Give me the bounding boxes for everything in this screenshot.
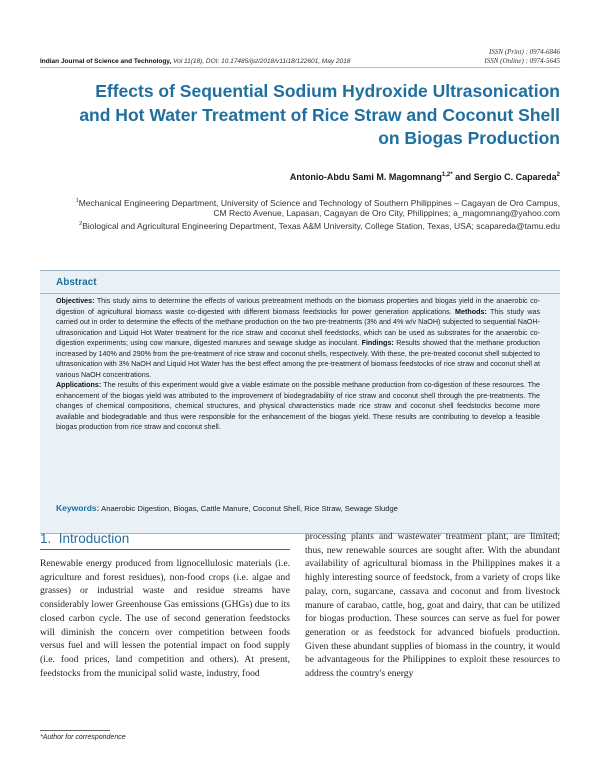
intro-column-right [305, 530, 560, 681]
correspondence-footnote: *Author for correspondence [40, 734, 126, 741]
intro-column-left [40, 557, 290, 680]
author-conjunction: and [452, 172, 474, 182]
journal-name: Indian Journal of Science and Technology, [40, 58, 172, 65]
applications-text: The results of this experiment would give a viable estimate on the possible methane production from co-digestion of these resources. The enhancement of the biogas yield was attributed to the improvement of biodegradability of rice straw and coconut shell through the pre-treatments. The changes of chemical compositions, chemical structures, and physical characteristics made rice straw and coconut shell feedstocks become more available and biodegradable and thus were responsible for the enhancement of the biogas yield. These results are contributing to develop a feasible biogas production from rice straw and coconut shell. [56, 381, 540, 431]
affiliation-2-text: Biological and Agricultural Engineering Department, Texas A&M University, College Station, Texas, USA; scapareda@tamu.edu [82, 220, 560, 231]
keywords-label: Keywords: [56, 503, 100, 513]
header-divider [40, 67, 560, 68]
affiliations [70, 196, 560, 231]
affiliation-2-sup: 2 [79, 221, 83, 228]
author-1: Antonio-Abdu Sami M. Magomnang [289, 172, 442, 182]
author-1-sup: 1,2* [441, 172, 453, 178]
affiliation-1 [70, 196, 560, 219]
journal-details: Vol 11(18), DOI: 10.17485/ijst/2018/v11i18/122601, May 2018 [173, 58, 351, 65]
abstract-body [56, 296, 540, 433]
methods-text: This study was carried out in order to determine the effects of the methane production on the two pre-treatments (3% and 4% w/v NaOH) subjected to sequential NaOH-ultrasonication and Liquid Hot Water treatment for the rice straw and coconut shell feedstocks, which can be used as substrates for the anaerobic co-digestion experiments; using cow manure, digested manures and sewage sludge as inoculant. [56, 307, 541, 347]
objectives-text: This study aims to determine the effects of various pretreatment methods on the biomass properties and biogas yield in the anaerobic co-digestion of agricultural biomass waste co-digested with different biomass feedstocks for power generation applications. [56, 297, 540, 316]
findings-text: Results showed that the methane production increased by 140% and 290% from the pre-treatment of rice straw and coconut shells, respectively. With these, the pre-treated coconut shell subjected to ultrasonication with 3% NaOH and Liquid Hot Water has the best effect among the pre-treatment of biomass feedstocks of rice straw and coconut shell at various NaOH concentrations. [56, 339, 540, 379]
findings-label: Findings: [359, 339, 394, 347]
keywords [56, 503, 398, 513]
issn-block [484, 48, 560, 65]
abstract-divider [40, 293, 560, 294]
section-heading-rule [40, 549, 290, 550]
applications-label: Applications: [56, 381, 102, 389]
journal-citation [40, 58, 350, 65]
paper-title: Effects of Sequential Sodium Hydroxide Ultrasonication and Hot Water Treatment of Rice Straw and Coconut Shell on Biogas Production [79, 81, 560, 148]
affiliation-1-sup: 1 [75, 198, 79, 204]
author-line [290, 172, 560, 182]
affiliation-1-text: Mechanical Engineering Department, University of Science and Technology of Southern Philippines – Cagayan de Oro Campus, CM Recto Avenue, Lapasan, Cagayan de Oro City, Philippines; a_magomnang@yahoo.com [78, 197, 560, 219]
issn-print: ISSN (Print) : 0974-6846 [489, 48, 560, 56]
affiliation-2 [70, 219, 560, 231]
intro-right-text: processing plants and wastewater treatment plant, are limited; thus, new renewable sources are sought after. With the abundant availability of agricultural biomass in the Philippines makes it a highly interesting source of feedstock, from a variety of crops like palay, corn, sugarcane, cassava and coconut and from livestock manure of carabao, cattle, hog, goat and dairy, that can be utilized for biogas production. These sources can serve as fuel for power generation or as feedstock for advanced biofuels production. Given these abundant supplies of biomass in the country, it would be advantageous for the Philippines to exploit these resources to address the country's energy [305, 531, 560, 680]
footnote-divider [40, 730, 110, 731]
abstract-paragraph-1 [56, 296, 540, 380]
methods-label: Methods: [451, 307, 487, 316]
keywords-text: Anaerobic Digestion, Biogas, Cattle Manure, Coconut Shell, Rice Straw, Sewage Sludge [99, 504, 398, 513]
author-2: Sergio C. Capareda [473, 172, 557, 182]
author-2-sup: 2 [556, 172, 560, 178]
objectives-label: Objectives: [56, 297, 95, 305]
abstract-heading: Abstract [56, 277, 97, 288]
intro-left-text: Renewable energy produced from lignocellulosic materials (i.e. agriculture and forest residues), non-food crops (i.e. algae and grasses) or industrial waste and residue streams have considerably lower Greenhouse Gas emissions (GHGs) due to its closed carbon cycle. The use of second generation feedstocks will diminish the concern over competition between foods versus fuel and will lessen the potential impact on food supply (i.e. food prices, land competition and others). At present, feedstocks from the municipal solid waste, industry, food [40, 558, 290, 679]
abstract-paragraph-2 [56, 380, 540, 433]
issn-online: ISSN (Online) : 0974-5645 [484, 56, 560, 65]
section-heading-introduction: 1. Introduction [40, 531, 130, 546]
